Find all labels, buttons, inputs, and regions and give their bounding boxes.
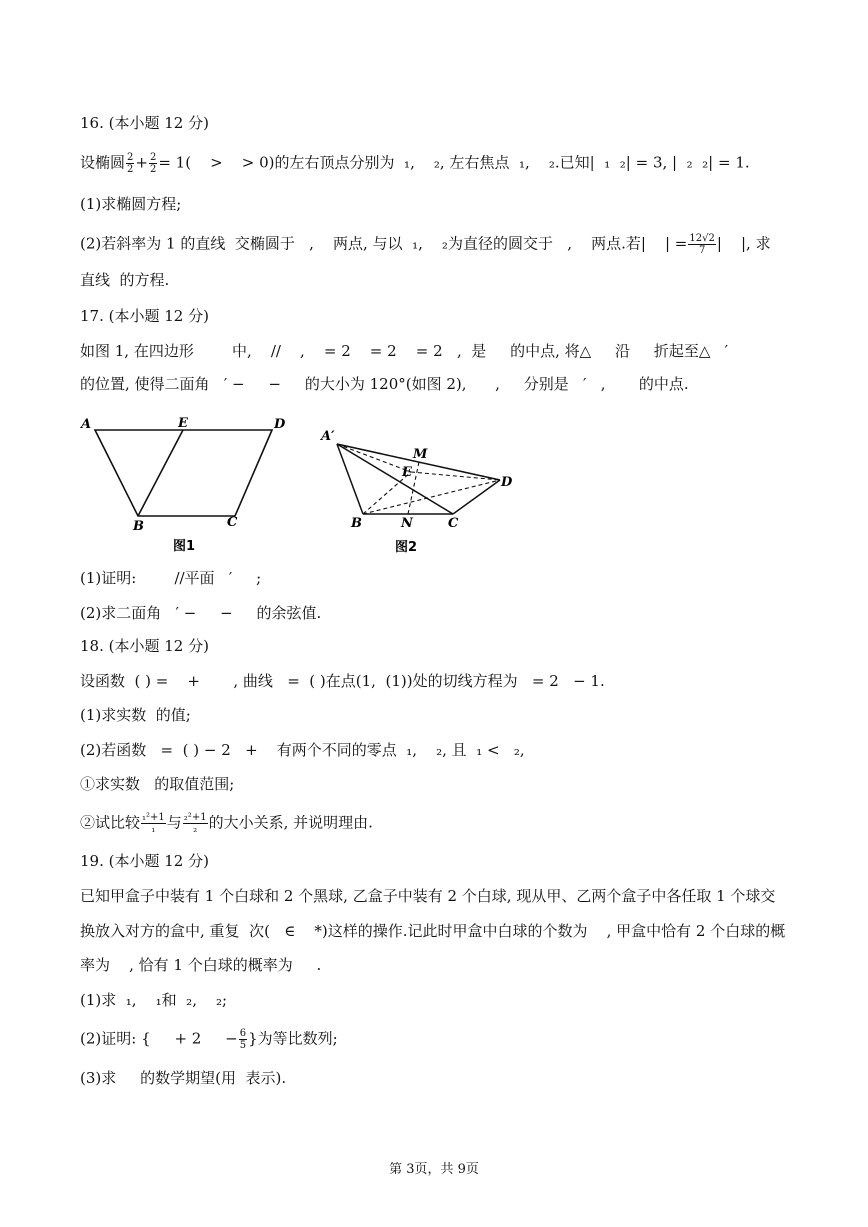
fig1-trapezoid bbox=[95, 430, 272, 516]
q17-part1: (1)证明: //平面 ′ ; bbox=[80, 569, 262, 587]
label-B: B bbox=[133, 519, 144, 534]
fraction: $\frac{12√2}{7}$ bbox=[689, 233, 715, 256]
figure-2-caption: 图2 bbox=[395, 540, 418, 555]
q19-part2: (2)证明: { + 2 − $\frac{6}{5}$ }为等比数列; bbox=[80, 1028, 338, 1051]
q18-statement: 设函数 ( ) = + , 曲线 = ( )在点(1, (1))处的切线方程为 = 2 − 1. bbox=[80, 672, 605, 690]
q18-part2: (2)若函数 = ( ) − 2 + 有两个不同的零点 ₁, ₂, 且 ₁ < ₂, bbox=[80, 741, 525, 759]
q17-part2: (2)求二面角 ′ − − 的余弦值. bbox=[80, 604, 322, 622]
q16-statement: 设椭圆 $\frac{2}{2}$ + $\frac{2}{2}$ = 1( > > 0)的左右顶点分别为 ₁, ₂, 左右焦点 ₁, ₂.已知| ₁ ₂| = 3, | ₂ ₂| = 1. bbox=[80, 152, 750, 175]
label-N: N bbox=[401, 516, 413, 531]
q18-part2-2: ②试比较 $\frac{\text{₁²+1}}{\text{₁}}$ 与 $\frac{\text{₂²+1}}{\text{₂}}$ 的大小关系, 并说明理由. bbox=[80, 812, 373, 835]
q19-part3: (3)求 的数学期望(用 表示). bbox=[80, 1069, 287, 1087]
q17-header: 17. (本小题 12 分) bbox=[80, 307, 209, 325]
fig1-segment-BE bbox=[138, 430, 183, 516]
q16-part2: (2)若斜率为 1 的直线 交椭圆于 , 两点, 与以 ₁, ₂为直径的圆交于 , 两点.若| | = $\frac{12√2}{7}$ | |, 求 bbox=[80, 233, 771, 256]
fraction: $\frac{\text{₁²+1}}{\text{₁}}$ bbox=[142, 812, 165, 835]
label-C: C bbox=[448, 516, 459, 531]
q19-statement-3: 率为 , 恰有 1 个白球的概率为 . bbox=[80, 956, 322, 974]
fraction: $\frac{\text{₂²+1}}{\text{₂}}$ bbox=[183, 812, 207, 835]
label-E: E bbox=[178, 416, 188, 431]
figure-1-caption: 图1 bbox=[173, 539, 196, 554]
q19-statement-1: 已知甲盒子中装有 1 个白球和 2 个黑球, 乙盒子中装有 2 个白球, 现从甲、乙两个盒子中各任取 1 个球交 bbox=[80, 887, 776, 905]
label-A: A bbox=[81, 417, 92, 432]
q17-statement-2: 的位置, 使得二面角 ′ − − 的大小为 120°(如图 2), , 分别是 ′ , 的中点. bbox=[80, 375, 689, 393]
label-D: D bbox=[501, 475, 513, 490]
q18-header: 18. (本小题 12 分) bbox=[80, 637, 209, 655]
label-B: B bbox=[351, 516, 362, 531]
q18-part2-1: ①求实数 的取值范围; bbox=[80, 775, 235, 793]
label-C: C bbox=[227, 515, 238, 530]
figure-2 bbox=[315, 420, 525, 560]
label-M: M bbox=[413, 447, 428, 462]
q19-part1: (1)求 ₁, ₁和 ₂, ₂; bbox=[80, 991, 228, 1009]
q16-header: 16. (本小题 12 分) bbox=[80, 114, 209, 132]
q17-statement-1: 如图 1, 在四边形 中, // , = 2 = 2 = 2 , 是 的中点, 将△ 沿 折起至△ ′ bbox=[80, 342, 729, 360]
q16-part1: (1)求椭圆方程; bbox=[80, 195, 182, 213]
q16-part2-cont: 直线 的方程. bbox=[80, 271, 170, 289]
q19-statement-2: 换放入对方的盒中, 重复 次( ∈ *)这样的操作.记此时甲盒中白球的个数为 , 甲盒中恰有 2 个白球的概 bbox=[80, 922, 786, 940]
label-E: E bbox=[402, 465, 412, 480]
page-footer: 第 3页，共 9页 bbox=[389, 1162, 479, 1177]
label-A-prime: A′ bbox=[321, 429, 335, 444]
figure-1 bbox=[75, 410, 305, 560]
fraction: $\frac{6}{5}$ bbox=[239, 1028, 247, 1051]
label-D: D bbox=[274, 417, 286, 432]
q18-part1: (1)求实数 的值; bbox=[80, 706, 191, 724]
q19-header: 19. (本小题 12 分) bbox=[80, 852, 209, 870]
fraction: $\frac{2}{2}$ bbox=[149, 152, 157, 175]
fraction: $\frac{2}{2}$ bbox=[127, 152, 134, 175]
